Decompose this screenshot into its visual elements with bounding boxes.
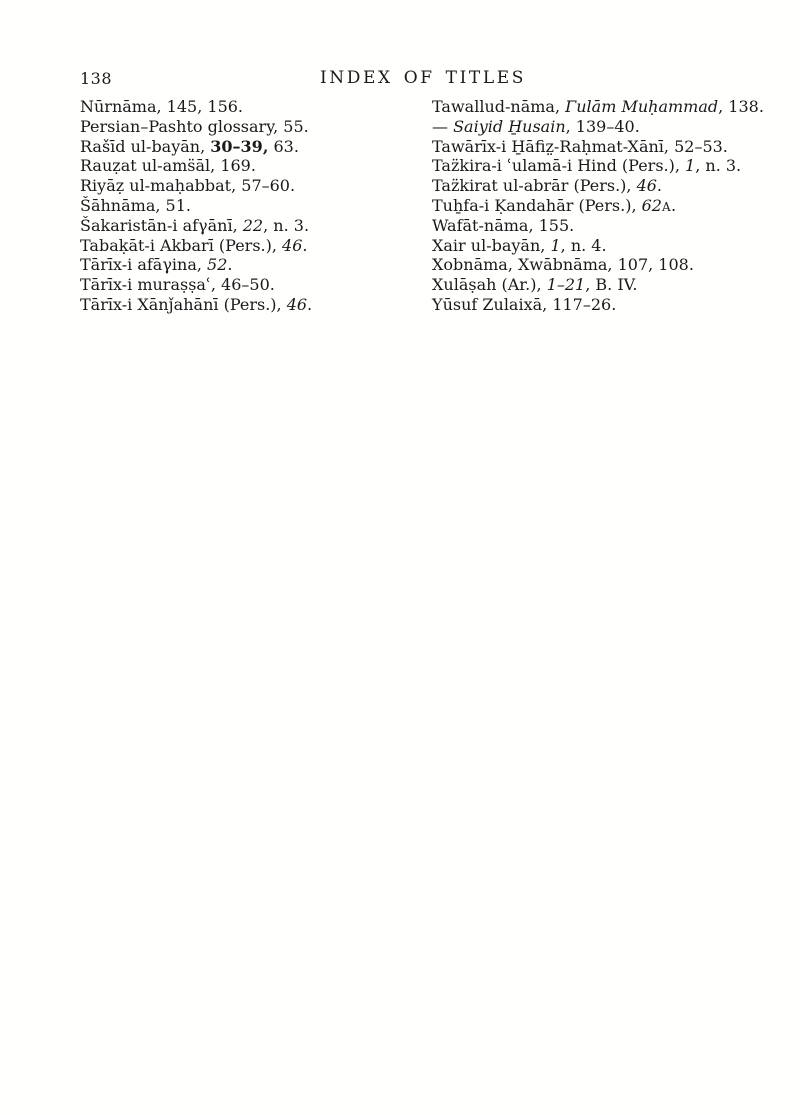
entry-text-run: . [227,255,233,275]
index-entry [432,275,762,295]
entry-text-run: Persian–Pashto glossary, 55. [80,116,309,136]
entry-text-run: Rauẓat ul-ams̈āl, 169. [80,156,256,176]
index-entry [80,156,380,176]
entry-text-run: . [656,176,663,196]
entry-text-run: 1 [685,156,696,176]
entry-text-run: Taz̈kirat ul-abrār (Pers.), [432,176,637,196]
entry-text-run: , 139–40. [565,116,640,136]
entry-text-run: 1 [550,235,561,255]
entry-text-run: Tuẖfa-i Ḳandahār (Pers.), [432,195,642,215]
index-entry [432,97,762,117]
entry-text-run: Tawārīx-i H̱āfiz̤-Raḥmat-Xānī, 52–53. [432,136,728,156]
entry-text-run: Tārīx-i Xānǰahānī (Pers.), [80,294,287,314]
entry-text-run: A [661,199,671,214]
index-entry [80,176,380,196]
entry-text-run: Xair ul-bayān, [432,235,551,255]
index-column-left [80,97,380,315]
page-title: INDEX OF TITLES [319,68,526,88]
entry-text-run: , B. IV. [585,275,638,295]
entry-text-run: , 138. [718,97,764,116]
index-entry [80,216,380,236]
index-entry [80,255,380,275]
index-entry [432,137,762,157]
entry-text-run: Saiyid H̱usain [453,116,566,136]
entry-text-run: Nūrnāma, 145, 156. [80,97,244,116]
entry-text-run: Tawallud-nāma, [432,97,566,116]
index-entry [80,236,380,256]
entry-text-run: . [302,235,308,255]
entry-text-run: Tārīx-i muraṣṣaʿ, 46–50. [80,275,275,295]
index-entry [432,156,762,176]
entry-text-run: Šāhnāma, 51. [80,195,191,215]
index-entry [432,295,762,315]
index-column-right [432,97,762,315]
entry-text-run: Tabaḳāt-i Akbarī (Pers.), [80,235,283,255]
index-entry [80,295,380,315]
page-number: 138 [80,69,113,88]
entry-text-run: 30–39, [210,136,269,156]
index-entry [80,275,380,295]
entry-text-run: Rašīd ul-bayān, [80,136,211,156]
index-entry [432,216,762,236]
entry-text-run: Riyāẓ ul-maḥabbat, 57–60. [80,176,296,196]
index-entry [80,117,380,137]
entry-text-run: . [670,195,677,215]
index-entry [80,97,380,117]
index-entry [432,176,762,196]
entry-text-run: Yūsuf Zulaixā, 117–26. [432,294,617,314]
entry-text-run: , n. 3. [695,156,742,176]
index-entry [432,236,762,256]
entry-text-run: Taz̈kira-i ʿulamā-i Hind (Pers.), [432,156,686,176]
entry-text-run: Tārīx-i afāγina, [80,255,208,275]
entry-text-run: 46 [286,294,308,314]
entry-text-run: Xulāṣah (Ar.), [432,275,547,295]
entry-text-run: 52 [207,255,228,275]
entry-text-run: 1–21 [546,275,586,295]
entry-text-run: — [432,116,454,136]
entry-text-run: Xobnāma, Xwābnāma, 107, 108. [432,255,694,275]
entry-text-run: 46 [282,235,303,255]
entry-text-run: , n. 3. [263,215,310,235]
entry-text-run: , n. 4. [560,235,607,255]
entry-text-run: Šakaristān-i afγānī, [80,215,243,235]
entry-text-run: 62 [641,195,662,215]
entry-text-run: 22 [242,215,264,235]
index-entry [80,196,380,216]
index-entry [432,196,762,216]
entry-text-run: . [307,294,313,314]
entry-text-run: Wafāt-nāma, 155. [432,215,575,235]
entry-text-run: Γulām Muḥammad [565,97,719,116]
index-entry [80,137,380,157]
entry-text-run: 63. [268,136,299,156]
index-entry [432,117,762,137]
index-entry [432,255,762,275]
entry-text-run: 46 [636,176,657,196]
